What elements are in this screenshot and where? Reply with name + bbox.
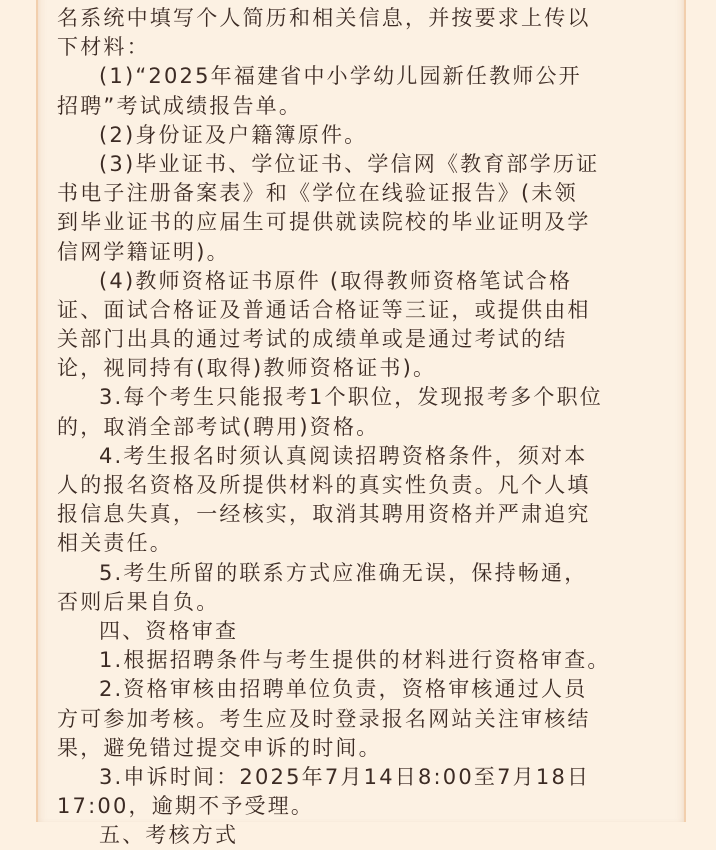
text-line: 4.考生报名时须认真阅读招聘资格条件，须对本 xyxy=(99,443,588,468)
text-line: 招聘”考试成绩报告单。 xyxy=(57,93,303,118)
document-body xyxy=(57,4,667,850)
text-line: 3.申诉时间：2025年7月14日8:00至7月18日 xyxy=(99,764,591,789)
text-line: 关部门出具的通过考试的成绩单或是通过考试的结 xyxy=(57,327,568,352)
text-line: 报信息失真，一经核实，取消其聘用资格并严肃追究 xyxy=(57,502,591,527)
text-line: 人的报名资格及所提供材料的真实性负责。凡个人填 xyxy=(57,473,591,497)
text-line: 证、面试合格证及普通话合格证等三证，或提供由相 xyxy=(57,297,591,322)
text-line: (3)毕业证书、学位证书、学信网《教育部学历证 xyxy=(99,151,600,176)
text-line: 2.资格审核由招聘单位负责，资格审核通过人员 xyxy=(99,677,588,702)
text-line: 四、资格审查 xyxy=(99,618,239,643)
text-line: 1.根据招聘条件与考生提供的材料进行资格审查。 xyxy=(99,648,611,673)
text-line: 否则后果自负。 xyxy=(57,589,220,614)
text-line: 论，视同持有(取得)教师资格证书)。 xyxy=(57,356,437,381)
text-line: 相关责任。 xyxy=(57,531,173,556)
text-line: 下材料： xyxy=(57,35,150,60)
text-line: 3.每个考生只能报考1个职位，发现报考多个职位 xyxy=(99,385,603,410)
text-line: 果，避免错过提交申诉的时间。 xyxy=(57,735,382,760)
text-line: (1)“2025年福建省中小学幼儿园新任教师公开 xyxy=(99,64,582,89)
text-line: 名系统中填写个人简历和相关信息，并按要求上传以 xyxy=(57,6,591,30)
text-line: (2)身份证及户籍簿原件。 xyxy=(99,122,368,147)
text-line: 信网学籍证明)。 xyxy=(57,239,230,264)
text-line: 五、考核方式 xyxy=(99,823,239,848)
text-line: 17:00，逾期不予受理。 xyxy=(57,794,315,819)
text-line: (4)教师资格证书原件 (取得教师资格笔试合格 xyxy=(99,268,573,293)
text-line: 方可参加考核。考生应及时登录报名网站关注审核结 xyxy=(57,706,591,731)
text-line: 书电子注册备案表》和《学位在线验证报告》(未领 xyxy=(57,181,578,206)
text-line: 的，取消全部考试(聘用)资格。 xyxy=(57,414,380,439)
text-line: 到毕业证书的应届生可提供就读院校的毕业证明及学 xyxy=(57,210,591,235)
text-line: 5.考生所留的联系方式应准确无误，保持畅通， xyxy=(99,560,588,585)
